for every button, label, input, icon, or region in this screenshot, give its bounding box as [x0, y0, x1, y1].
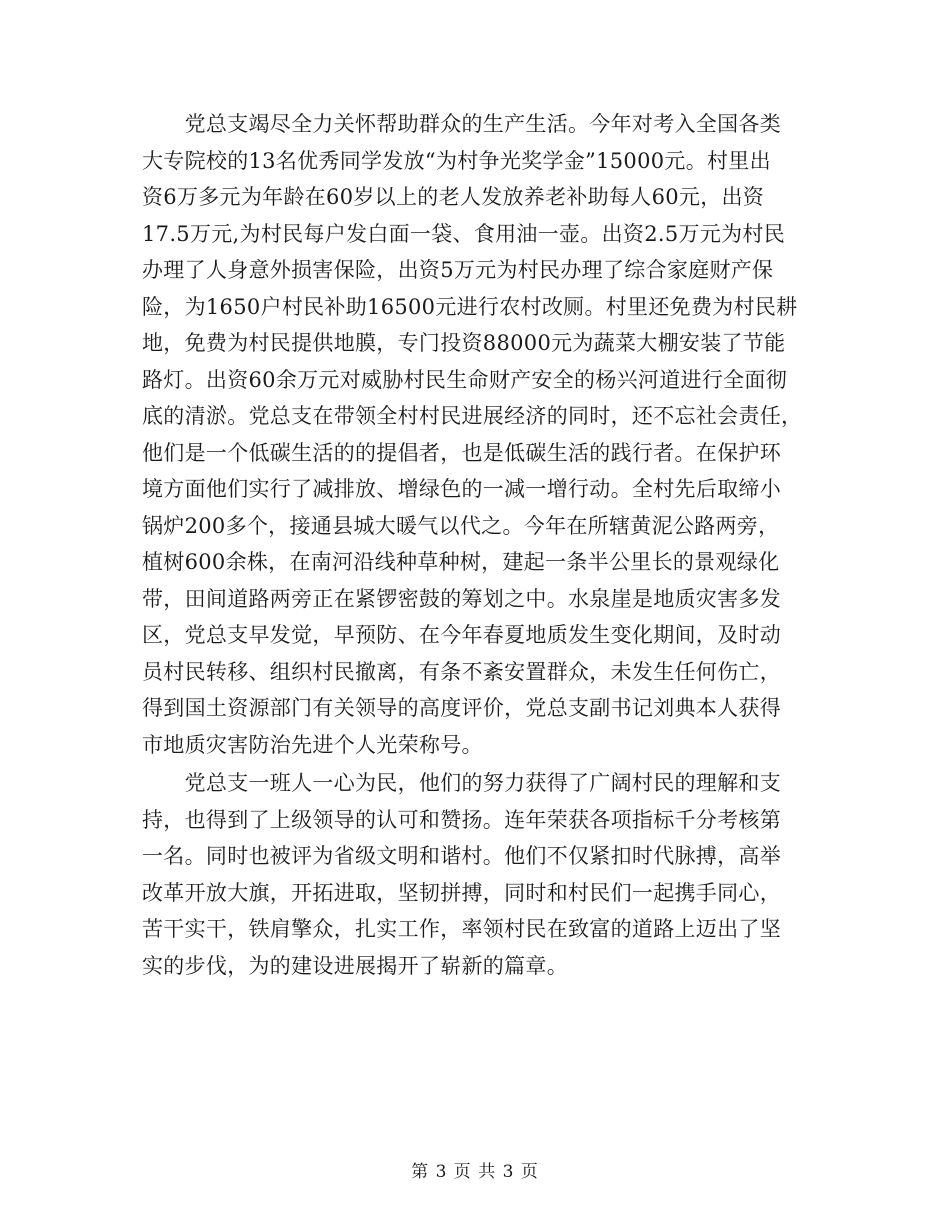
text-line: 险，为1650户村民补助16500元进行农村改厕。村里还免费为村民耕: [142, 294, 798, 319]
text-line: 改革开放大旗，开拓进取，坚韧拼搏，同时和村民们一起携手同心，: [142, 880, 781, 905]
text-line: 实的步伐，为的建设进展揭开了崭新的篇章。: [142, 953, 568, 978]
text-line: 境方面他们实行了减排放、增绿色的一减一增行动。全村先后取缔小: [142, 477, 781, 501]
text-line: 党总支一班人一心为民，他们的努力获得了广阔村民的理解和支: [142, 771, 781, 795]
text-line: 17.5万元,为村民每户发白面一袋、食用油一壶。出资2.5万元为村民: [142, 221, 786, 246]
text-line: 市地质灾害防治先进个人光荣称号。: [142, 732, 483, 757]
text-line: 资6万多元为年龄在60岁以上的老人发放养老补助每人60元，出资: [142, 185, 765, 209]
page-number-footer: 第 3 页 共 3 页: [411, 1162, 539, 1182]
paragraph-2: [142, 765, 802, 984]
paragraph-1: [142, 106, 802, 763]
text-line: 大专院校的13名优秀同学发放“为村争光奖学金”15000元。村里出: [142, 148, 771, 173]
text-line: 持，也得到了上级领导的认可和赞扬。连年荣获各项指标千分考核第: [142, 807, 781, 832]
text-line: 员村民转移、组织村民撤离，有条不紊安置群众，未发生任何伤亡，: [142, 659, 781, 684]
text-line: 他们是一个低碳生活的的提倡者，也是低碳生活的践行者。在保护环: [142, 440, 781, 465]
text-line: 路灯。出资60余万元对威胁村民生命财产安全的杨兴河道进行全面彻: [142, 367, 788, 392]
text-line: 一名。同时也被评为省级文明和谐村。他们不仅紧扣时代脉搏，高举: [142, 844, 781, 868]
text-line: 带，田间道路两旁正在紧锣密鼓的筹划之中。水泉崖是地质灾害多发: [142, 586, 781, 611]
document-body: [142, 106, 802, 984]
text-line: 地，免费为村民提供地膜，专门投资88000元为蔬菜大棚安装了节能: [142, 331, 786, 355]
text-line: 锅炉200多个，接通县城大暖气以代之。今年在所辖黄泥公路两旁，: [142, 513, 780, 538]
text-line: 植树600余株，在南河沿线种草种树，建起一条半公里长的景观绿化: [142, 550, 780, 574]
text-line: 党总支竭尽全力关怀帮助群众的生产生活。今年对考入全国各类: [142, 112, 781, 136]
text-line: 苦干实干，铁肩擎众，扎实工作，率领村民在致富的道路上迈出了坚: [142, 917, 781, 941]
text-line: 区，党总支早发觉，早预防、在今年春夏地质发生变化期间，及时动: [142, 623, 781, 647]
text-line: 办理了人身意外损害保险，出资5万元为村民办理了综合家庭财产保: [142, 258, 774, 282]
text-line: 底的清淤。党总支在带领全村村民进展经济的同时，还不忘社会责任，: [142, 404, 803, 428]
text-line: 得到国土资源部门有关领导的高度评价，党总支副书记刘典本人获得: [142, 696, 781, 720]
